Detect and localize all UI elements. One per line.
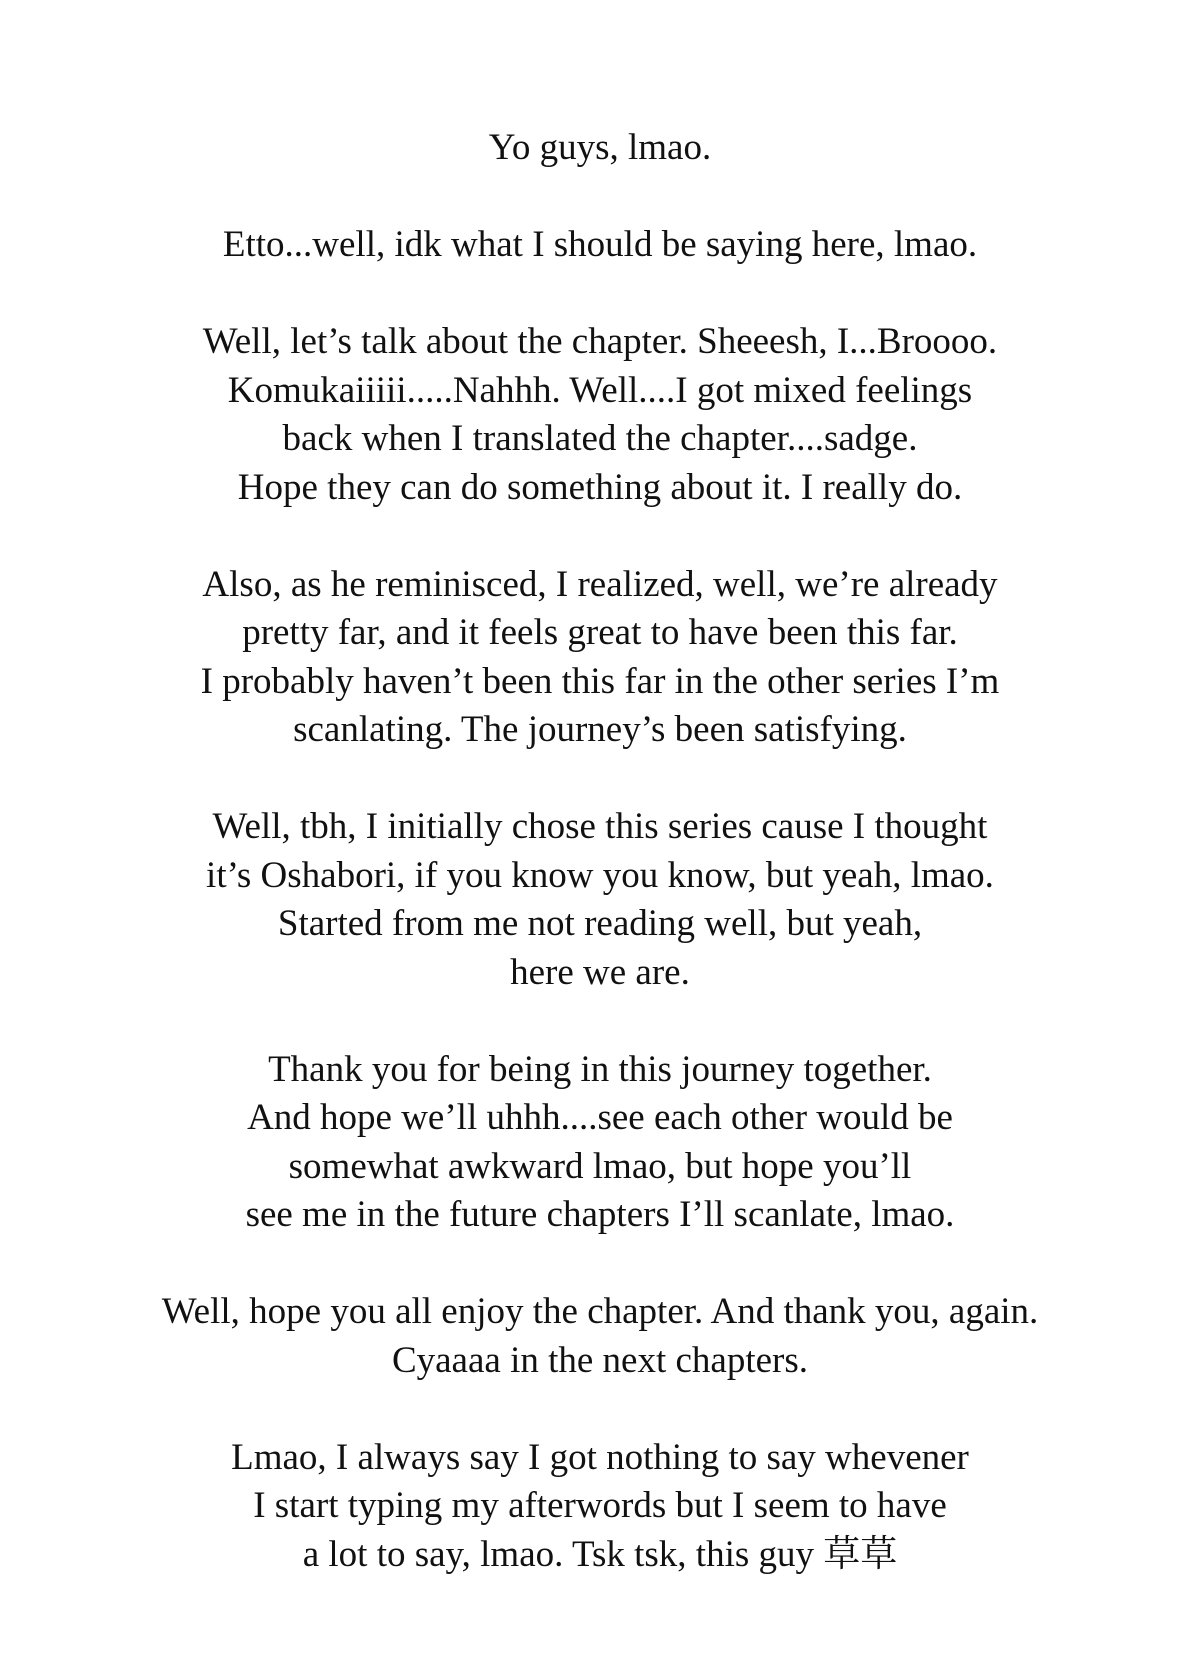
paragraph-closing <box>0 1434 1200 1580</box>
text-line: Well, tbh, I initially chose this series cause I thought <box>212 806 988 847</box>
text-line: here we are. <box>510 951 690 993</box>
text-line: I start typing my afterwords but I seem to have <box>253 1485 947 1526</box>
paragraph-origin <box>0 803 1200 997</box>
text-line: Thank you for being in this journey together. <box>268 1048 932 1090</box>
text-line: Hope they can do something about it. I really do. <box>237 466 963 508</box>
text-line: Yo guys, lmao. <box>488 127 712 168</box>
paragraph-thanks <box>0 1046 1200 1240</box>
text-line: I probably haven’t been this far in the other series I’m <box>200 660 1000 702</box>
text-line: back when I translated the chapter....sadge. <box>282 418 918 459</box>
paragraph-farewell <box>0 1288 1200 1385</box>
text-line: a lot to say, lmao. Tsk tsk, this guy 草草 <box>302 1533 898 1575</box>
text-line: Started from me not reading well, but yeah, <box>277 903 923 944</box>
paragraph-intro <box>0 221 1200 270</box>
text-line: Komukaiiiii.....Nahhh. Well....I got mixed feelings <box>227 369 973 411</box>
text-line: Also, as he reminisced, I realized, well, we’re already <box>202 563 998 605</box>
text-line: And hope we’ll uhhh....see each other would be <box>247 1097 953 1138</box>
text-line: somewhat awkward lmao, but hope you’ll <box>288 1145 912 1187</box>
afterword-text <box>0 124 1200 1628</box>
text-line: it’s Oshabori, if you know you know, but yeah, lmao. <box>206 854 994 896</box>
text-line: Well, hope you all enjoy the chapter. And thank you, again. <box>161 1291 1039 1332</box>
text-line: scanlating. The journey’s been satisfying. <box>293 709 907 750</box>
text-line: pretty far, and it feels great to have been this far. <box>242 612 958 653</box>
text-line: Lmao, I always say I got nothing to say whevener <box>231 1436 969 1478</box>
paragraph-greeting <box>0 124 1200 173</box>
text-line: Etto...well, idk what I should be saying here, lmao. <box>222 224 978 265</box>
paragraph-reminisce <box>0 561 1200 755</box>
text-line: see me in the future chapters I’ll scanlate, lmao. <box>245 1194 955 1235</box>
text-line: Cyaaaa in the next chapters. <box>391 1339 809 1381</box>
text-line: Well, let’s talk about the chapter. Sheeesh, I...Broooo. <box>202 321 998 362</box>
paragraph-chapter-talk <box>0 318 1200 512</box>
